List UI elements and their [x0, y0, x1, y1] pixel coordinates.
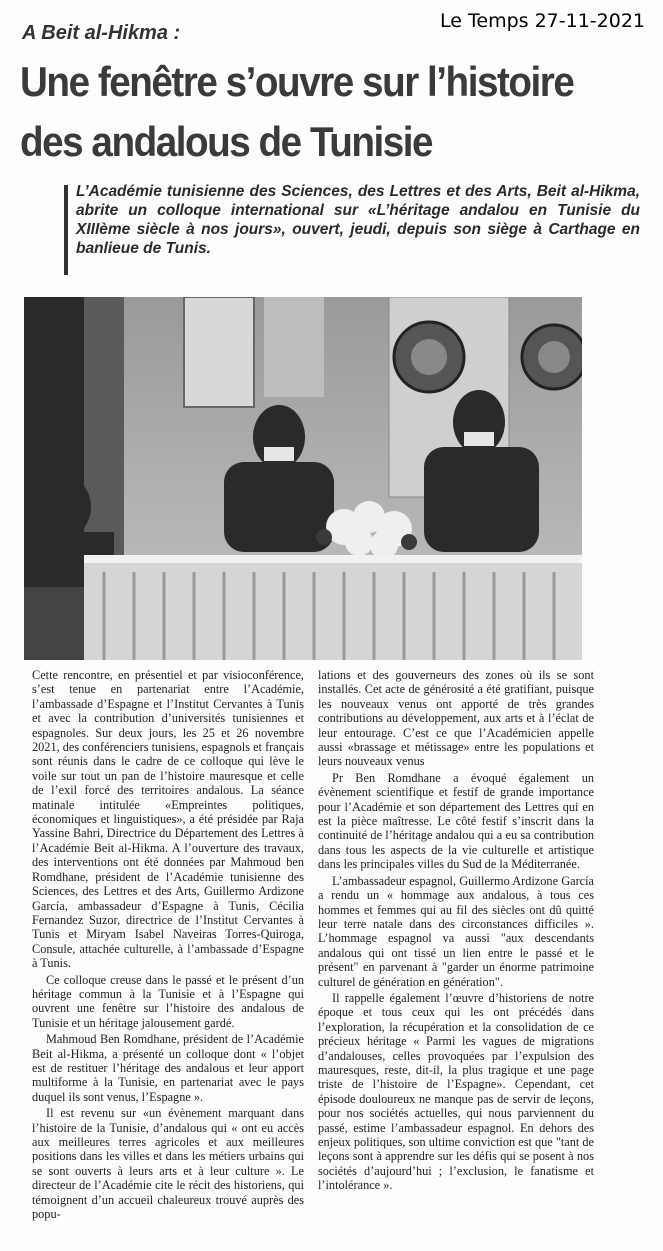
- paragraph: Pr Ben Romdhane a évoqué également un évènement scientifique et festif de grande importance pour l’Académie et son département des Lettres qui en est la pièce maîtresse. Le côté festif s’inscrit dans la continuité de l’héritage andalou qui a eu sa contribution dans tous les aspects de la vie culturelle et artistique dans les principales villes du Sud de la Méditerranée.: [318, 770, 594, 872]
- source-date: Le Temps 27-11-2021: [440, 10, 645, 32]
- paragraph: Mahmoud Ben Romdhane, président de l’Académie Beit al-Hikma, a présenté un colloque dont « l’objet est de restituer l’héritage des andalous et leur apport multiforme à la Tunisie, en partenariat avec le pays duquel ils sont venus, l’Espagne ».: [32, 1032, 304, 1104]
- conference-panel-photo-icon: [24, 297, 582, 660]
- paragraph: L’ambassadeur espagnol, Guillermo Ardizone García a rendu un « hommage aux andalous, à tous ces hommes et femmes qui au fil des siècles ont dû quitté leur terre natale dans des circonstances difficiles ». L’hommage espagnol va aussi "aux descendants andalous qui ont tissé un lien entre le passé et le présent" en parvenant à "garder un énorme patrimoine culturel de génération en génération".: [318, 873, 594, 989]
- lead-paragraph: L’Académie tunisienne des Sciences, des Lettres et des Arts, Beit al-Hikma, abrite un colloque international sur «L’héritage andalou en Tunisie du XIIIème siècle à nos jours», ouvert, jeudi, depuis son siège à Carthage en banlieue de Tunis.: [76, 183, 640, 257]
- headline: Une fenêtre s’ouvre sur l’histoire des andalous de Tunisie: [20, 58, 574, 165]
- paragraph: Il rappelle également l’œuvre d’historiens de notre époque et tous ceux qui les ont précédés dans l’exploration, la récupération et la consolidation de ce précieux héritage « Parmi les vagues de migrations d’andalouses, celles provoquées par l’expulsion des mauresques, reste, dit-il, la plus tragique et une page triste de l’histoire de l’Espagne». Cependant, cet épisode douloureux ne manque pas de servir de leçons, pour nos sociétés actuelles, qui nous parviennent du passé, estime l’ambassadeur espagnol. En dehors des enjeux politiques, son ultime conviction est que "tant de leçons sont à apprendre sur les défis qui se posent à nos sociétés d’aujourd’hui ; l’exclusion, le fanatisme et l’intolérance ».: [318, 990, 594, 1193]
- lead-bar: [64, 185, 68, 275]
- paragraph: lations et des gouverneurs des zones où ils se sont installés. Cet acte de générosité a été gratifiant, puisque les nouveaux venus ont apporté de très grandes contributions au développement, aux arts et à l’éclat de leur entourage. C’est ce que l’Académicien appelle aussi «brassage et métissage» entre les populations et leurs nouveaux venus: [318, 668, 594, 769]
- article-column-2: [318, 668, 594, 1195]
- article-column-1: [32, 668, 304, 1223]
- conference-photo: [24, 297, 582, 660]
- kicker: A Beit al-Hikma :: [22, 22, 181, 44]
- paragraph: Ce colloque creuse dans le passé et le présent d’un héritage commun à la Tunisie et à l’Espagne qui ouvrent une fenêtre sur l’histoire des andalous de Tunisie et un héritage jalousement gardé.: [32, 972, 304, 1030]
- paragraph: Il est revenu sur «un évènement marquant dans l’histoire de la Tunisie, d’andalous qui « ont eu accès aux meilleures terres agricoles et aux meilleures positions dans les villes et dans les métiers urbains qui se sont ouverts à leurs arts et à leur culture ». Le directeur de l’Académie cite le récit des historiens, qui témoignent d’un accueil chaleureux trouvé auprès des popu-: [32, 1106, 304, 1222]
- paragraph: Cette rencontre, en présentiel et par visioconférence, s’est tenue en partenariat entre l’Académie, l’ambassade d’Espagne et l’Institut Cervantes à Tunis et avec la contribution d’universités tunisiennes et espagnoles. Sur deux jours, les 25 et 26 novembre 2021, des conférenciers tunisiens, espagnols et français sont réunis dans le cadre de ce colloque qui lève le voile sur tout un pan de l’histoire mauresque et celle de l’exil forcé des territoires andalous. La séance matinale intitulée «Empreintes politiques, économiques et linguistiques», a été présidée par Raja Yassine Bahri, Directrice du Département des Lettres à l’Académie Beit al-Hikma. A l’ouverture des travaux, des interventions ont été données par Mahmoud ben Romdhane, président de l’Académie tunisienne des Sciences, des Lettres et des Arts, Guillermo Ardizone García, ambassadeur d’Espagne à Tunis, Cécilia Fernandez Suzor, directrice de l’Institut Cervantes à Tunis et Miryam Isabel Naveiras Torres-Quiroga, Consule, attachée culturelle, à l’ambassade d’Espagne à Tunis.: [32, 668, 304, 971]
